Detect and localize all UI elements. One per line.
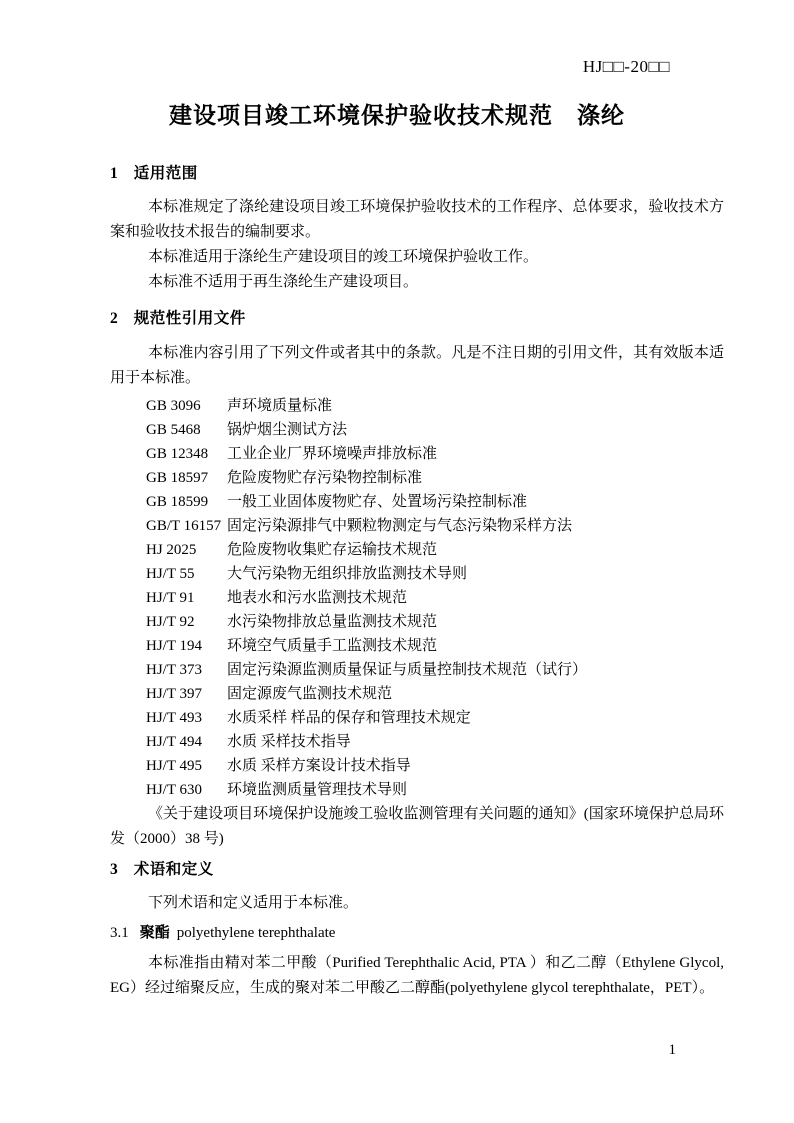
reference-code: GB/T 16157	[146, 518, 222, 534]
reference-title: 环境监测质量管理技术导则	[227, 782, 408, 798]
reference-title: 锅炉烟尘测试方法	[227, 422, 348, 438]
reference-row	[110, 658, 724, 682]
reference-code: HJ/T 493	[146, 710, 202, 726]
reference-title: 工业企业厂界环境噪声排放标准	[227, 446, 438, 462]
reference-code: HJ/T 373	[146, 662, 202, 678]
term-name-zh: 聚酯	[139, 925, 170, 941]
section-2-heading	[110, 308, 724, 330]
reference-code: HJ/T 55	[146, 566, 195, 582]
section-1-heading	[110, 163, 724, 185]
reference-row	[110, 442, 724, 466]
reference-code: GB 3096	[146, 398, 201, 414]
reference-row	[110, 706, 724, 730]
reference-row	[110, 466, 724, 490]
reference-title: 水质 采样技术指导	[227, 734, 351, 750]
reference-row	[110, 586, 724, 610]
reference-code: GB 18597	[146, 470, 209, 486]
doc-number: HJ□□-20□□	[582, 57, 670, 76]
paragraph: 下列术语和定义适用于本标准。	[148, 895, 359, 911]
reference-title: 水污染物排放总量监测技术规范	[227, 614, 438, 630]
reference-row	[110, 730, 724, 754]
reference-code: GB 12348	[146, 446, 209, 462]
term-number: 3.1	[110, 925, 129, 941]
paragraph: 本标准内容引用了下列文件或者其中的条款。凡是不注日期的引用文件，其有效版本适用于本标准。	[110, 345, 724, 386]
paragraph: 本标准不适用于再生涤纶生产建设项目。	[148, 274, 419, 290]
term-definition-text: 本标准指由精对苯二甲酸（Purified Terephthalic Acid, PTA ）和乙二醇（Ethylene Glycol, EG）经过缩聚反应，生成的聚对苯二甲酸乙二醇酯(polyethylene glycol terephthalate，PET）。	[110, 955, 724, 996]
reference-list	[110, 394, 724, 802]
reference-code: GB 5468	[146, 422, 201, 438]
reference-code: HJ 2025	[146, 542, 197, 558]
reference-code: HJ/T 194	[146, 638, 202, 654]
section-2-title: 规范性引用文件	[133, 310, 246, 327]
section-3-heading	[110, 859, 724, 881]
reference-row	[110, 418, 724, 442]
reference-code: GB 18599	[146, 494, 209, 510]
section-1-number: 1	[110, 165, 118, 182]
paragraph: 本标准适用于涤纶生产建设项目的竣工环境保护验收工作。	[148, 249, 539, 265]
reference-title: 固定源废气监测技术规范	[227, 686, 393, 702]
document-title: 建设项目竣工环境保护验收技术规范 涤纶	[169, 103, 625, 128]
reference-title: 大气污染物无组织排放监测技术导则	[227, 566, 468, 582]
section-1-body	[110, 195, 724, 295]
term-name-en: polyethylene terephthalate	[176, 925, 336, 941]
section-2-number: 2	[110, 310, 118, 327]
document-content	[0, 57, 794, 1001]
reference-row	[110, 610, 724, 634]
reference-title: 环境空气质量手工监测技术规范	[227, 638, 438, 654]
reference-row	[110, 562, 724, 586]
reference-code: HJ/T 91	[146, 590, 195, 606]
reference-title: 固定污染源监测质量保证与质量控制技术规范（试行）	[227, 662, 588, 678]
reference-row	[110, 754, 724, 778]
reference-row	[110, 538, 724, 562]
reference-title: 危险废物贮存污染物控制标准	[227, 470, 423, 486]
reference-row	[110, 682, 724, 706]
reference-code: HJ/T 495	[146, 758, 202, 774]
reference-code: HJ/T 397	[146, 686, 202, 702]
reference-row	[110, 394, 724, 418]
reference-row	[110, 634, 724, 658]
reference-code: HJ/T 92	[146, 614, 195, 630]
reference-code: HJ/T 494	[146, 734, 202, 750]
section-1-title: 适用范围	[133, 165, 198, 182]
reference-title: 地表水和污水监测技术规范	[227, 590, 408, 606]
reference-code: HJ/T 630	[146, 782, 202, 798]
reference-row	[110, 778, 724, 802]
reference-title: 一般工业固体废物贮存、处置场污染控制标准	[227, 494, 528, 510]
section-3-number: 3	[110, 861, 118, 878]
paragraph: 本标准规定了涤纶建设项目竣工环境保护验收技术的工作程序、总体要求，验收技术方案和验收技术报告的编制要求。	[110, 199, 724, 240]
term-definition-heading	[110, 921, 724, 946]
reference-title: 危险废物收集贮存运输技术规范	[227, 542, 438, 558]
notice-citation: 《关于建设项目环境保护设施竣工验收监测管理有关问题的通知》(国家环境保护总局环发（2000）38 号)	[110, 806, 724, 847]
reference-title: 声环境质量标准	[227, 398, 333, 414]
section-3-title: 术语和定义	[133, 861, 214, 878]
reference-row	[110, 490, 724, 514]
reference-title: 水质采样 样品的保存和管理技术规定	[227, 710, 471, 726]
reference-title: 水质 采样方案设计技术指导	[227, 758, 411, 774]
page-number: 1	[668, 1042, 676, 1058]
reference-title: 固定污染源排气中颗粒物测定与气态污染物采样方法	[227, 518, 573, 534]
reference-row	[110, 514, 724, 538]
